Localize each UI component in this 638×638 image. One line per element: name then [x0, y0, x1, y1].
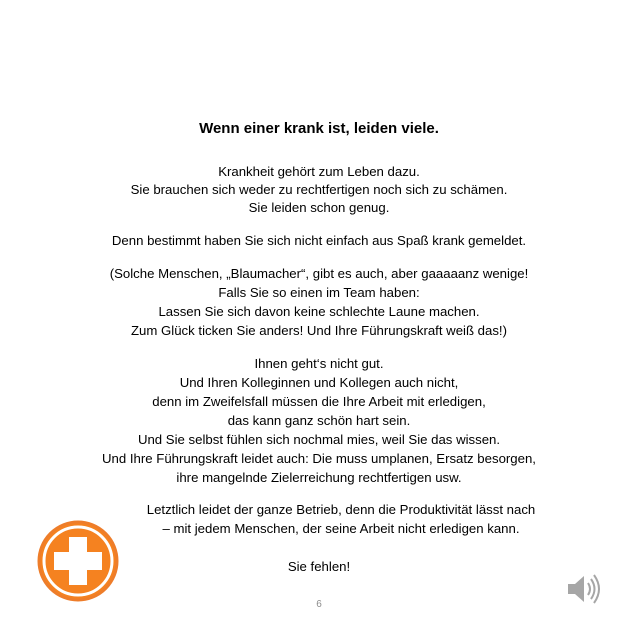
text-line: – mit jedem Menschen, der seine Arbeit nicht erledigen kann. [162, 521, 520, 536]
text-line: Und Ihren Kolleginnen und Kollegen auch nicht, [179, 375, 459, 390]
text-line: Und Sie selbst fühlen sich nochmal mies, weil Sie das wissen. [137, 432, 501, 447]
page-number: 6 [316, 599, 322, 610]
text-line: Zum Glück ticken Sie anders! Und Ihre Führungskraft weiß das!) [131, 323, 507, 338]
text-line: Und Ihre Führungskraft leidet auch: Die muss umplanen, Ersatz besorgen, [102, 451, 536, 466]
text-line: Ihnen geht‘s nicht gut. [254, 356, 384, 371]
speaker-icon[interactable] [563, 569, 603, 609]
text-line: Sie leiden schon genug. [248, 200, 390, 215]
text-line: das kann ganz schön hart sein. [227, 413, 411, 428]
text-line: ihre mangelnde Zielerreichung rechtfertigen usw. [176, 470, 462, 485]
text-line: Sie brauchen sich weder zu rechtfertigen noch sich zu schämen. [130, 182, 508, 197]
text-line: Lassen Sie sich davon keine schlechte Laune machen. [158, 304, 480, 319]
text-line: Letztlich leidet der ganze Betrieb, denn die Produktivität lässt nach [146, 502, 536, 517]
medical-cross-icon [36, 519, 120, 603]
slide-title: Wenn einer krank ist, leiden viele. [199, 120, 439, 137]
text-line: Krankheit gehört zum Leben dazu. [218, 164, 420, 179]
closing-line: Sie fehlen! [287, 559, 351, 574]
text-line: (Solche Menschen, „Blaumacher“, gibt es auch, aber gaaaaanz wenige! [109, 266, 529, 281]
text-line: Denn bestimmt haben Sie sich nicht einfach aus Spaß krank gemeldet. [111, 233, 527, 248]
text-line: Falls Sie so einen im Team haben: [218, 285, 420, 300]
text-line: denn im Zweifelsfall müssen die Ihre Arbeit mit erledigen, [152, 394, 486, 409]
